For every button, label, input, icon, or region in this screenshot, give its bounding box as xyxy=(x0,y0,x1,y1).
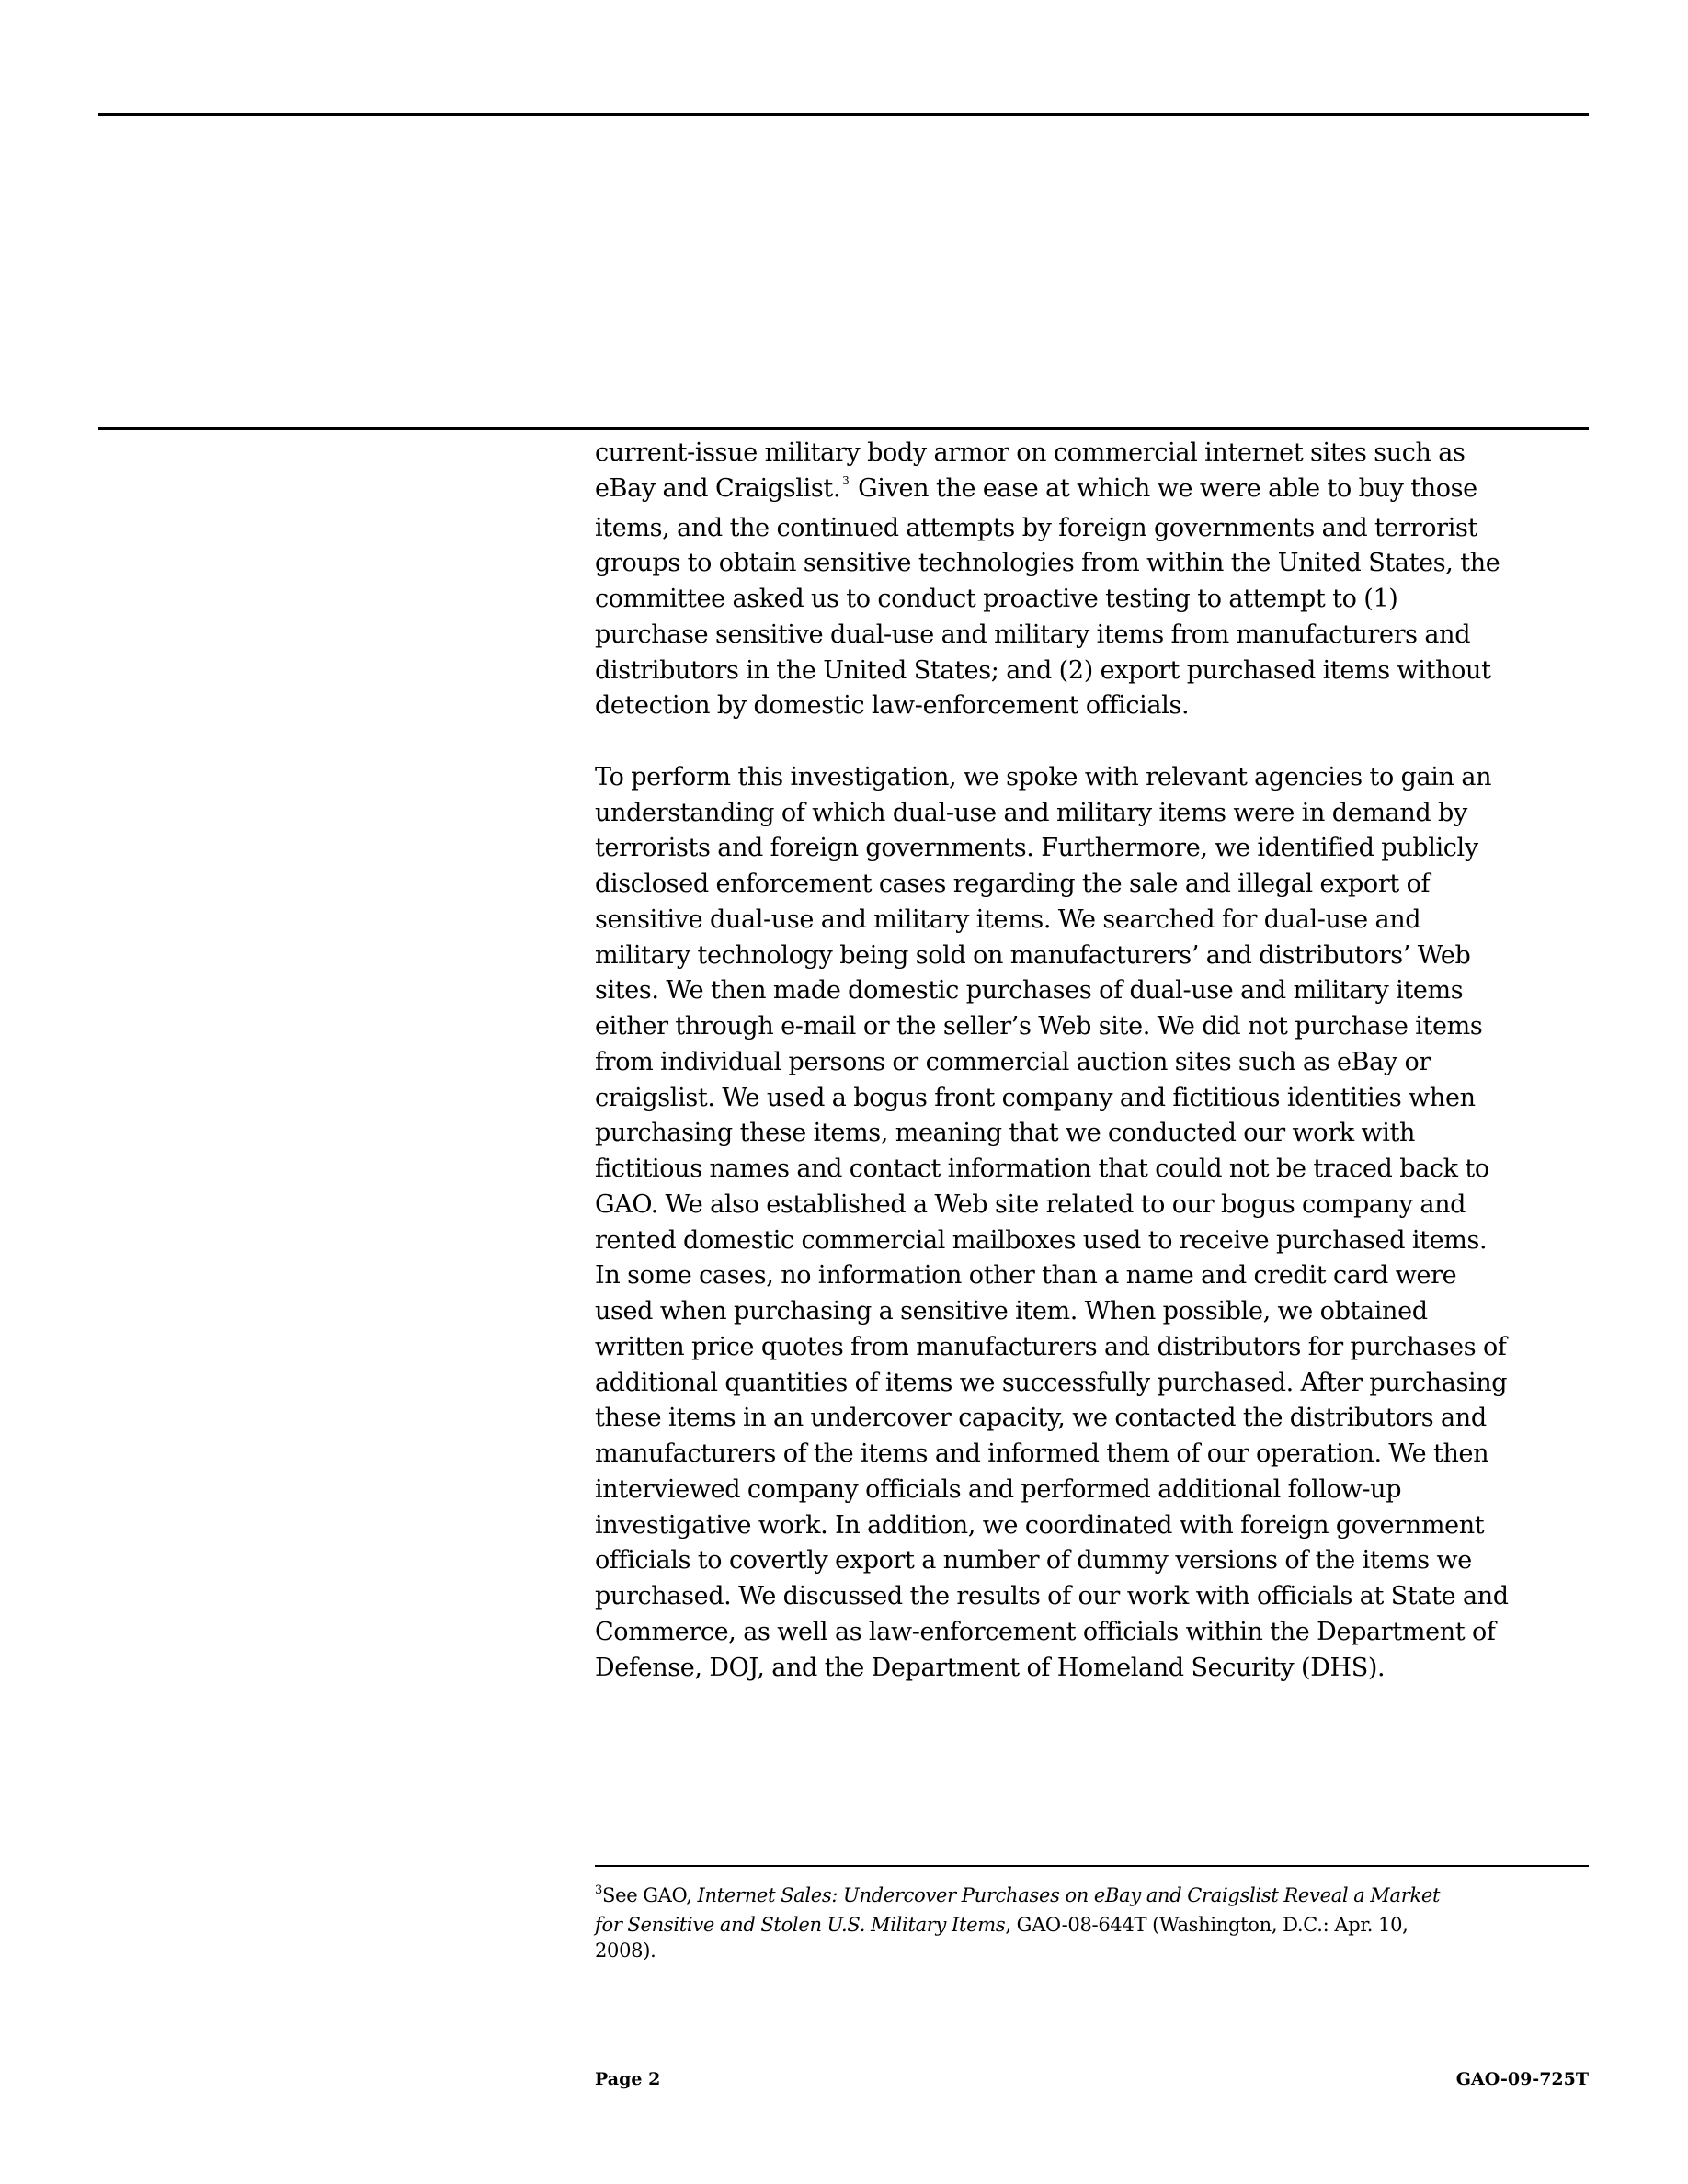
footnote-line xyxy=(595,1912,1597,1938)
footnote-separator xyxy=(595,1865,1589,1867)
footnote-line xyxy=(595,1883,1597,1912)
text-line: groups to obtain sensitive technologies from within the United States, the xyxy=(595,549,1500,578)
text-line: disclosed enforcement cases regarding the sale and illegal export of xyxy=(595,870,1431,898)
page-number: Page 2 xyxy=(595,2069,661,2089)
text-line xyxy=(595,472,1597,511)
text-line: purchasing these items, meaning that we conducted our work with xyxy=(595,1119,1416,1148)
text-line: additional quantities of items we successfully purchased. After purchasing xyxy=(595,1368,1508,1397)
paragraph-1 xyxy=(595,436,1597,724)
text-line: Commerce, as well as law-enforcement officials within the Department of xyxy=(595,1617,1496,1646)
text-line: distributors in the United States; and (2) export purchased items without xyxy=(595,655,1491,685)
footnote-text: See GAO, xyxy=(601,1884,698,1906)
text-line: purchase sensitive dual-use and military items from manufacturers and xyxy=(595,620,1471,649)
text-line: investigative work. In addition, we coordinated with foreign government xyxy=(595,1510,1485,1540)
text-line: from individual persons or commercial auction sites such as eBay or xyxy=(595,1047,1431,1076)
text-line: rented domestic commercial mailboxes used to receive purchased items. xyxy=(595,1225,1488,1255)
body-text xyxy=(595,436,1597,1686)
header-rule-top xyxy=(98,113,1589,116)
footnote-reference[interactable]: 3 xyxy=(842,473,850,487)
footnote-title: Internet Sales: Undercover Purchases on eBay and Craigslist Reveal a Market xyxy=(697,1884,1441,1906)
text-line: committee asked us to conduct proactive testing to attempt to (1) xyxy=(595,585,1398,613)
text-line: craigslist. We used a bogus front company and fictitious identities when xyxy=(595,1083,1476,1112)
footnote-title: for Sensitive and Stolen U.S. Military Items xyxy=(595,1914,1006,1936)
text-segment: eBay and Craigslist. xyxy=(595,473,841,503)
text-line: these items in an undercover capacity, we contacted the distributors and xyxy=(595,1404,1487,1433)
header-rule-bottom xyxy=(98,427,1589,430)
text-line: written price quotes from manufacturers and distributors for purchases of xyxy=(595,1332,1507,1361)
text-segment: Given the ease at which we were able to buy those xyxy=(850,473,1477,503)
text-line: either through e-mail or the seller’s Web site. We did not purchase items xyxy=(595,1012,1483,1041)
text-line: To perform this investigation, we spoke with relevant agencies to gain an xyxy=(595,762,1492,791)
text-line: terrorists and foreign governments. Furthermore, we identified publicly xyxy=(595,834,1478,863)
text-line: In some cases, no information other than a name and credit card were xyxy=(595,1261,1457,1291)
text-line: items, and the continued attempts by foreign governments and terrorist xyxy=(595,513,1478,542)
footnote-number: 3 xyxy=(595,1883,602,1897)
text-line: military technology being sold on manufacturers’ and distributors’ Web xyxy=(595,940,1471,970)
footnote xyxy=(595,1883,1597,1963)
text-line: current-issue military body armor on commercial internet sites such as xyxy=(595,438,1466,467)
text-line: fictitious names and contact information that could not be traced back to xyxy=(595,1155,1489,1183)
text-line: used when purchasing a sensitive item. When possible, we obtained xyxy=(595,1297,1428,1325)
text-line: officials to covertly export a number of dummy versions of the items we xyxy=(595,1546,1472,1575)
text-line: manufacturers of the items and informed them of our operation. We then xyxy=(595,1439,1489,1468)
text-line: interviewed company officials and performed additional follow-up xyxy=(595,1474,1402,1504)
text-line: Defense, DOJ, and the Department of Homeland Security (DHS). xyxy=(595,1653,1386,1682)
footnote-text: , GAO-08-644T (Washington, D.C.: Apr. 10, xyxy=(1005,1914,1409,1936)
paragraph-2 xyxy=(595,760,1597,1687)
text-line: purchased. We discussed the results of our work with officials at State and xyxy=(595,1582,1509,1610)
footnote-line: 2008). xyxy=(595,1939,656,1962)
report-number: GAO-09-725T xyxy=(1455,2069,1589,2089)
page-footer xyxy=(595,2067,1589,2091)
text-line: sites. We then made domestic purchases of dual-use and military items xyxy=(595,976,1464,1006)
text-line: understanding of which dual-use and military items were in demand by xyxy=(595,798,1467,827)
text-line: detection by domestic law-enforcement officials. xyxy=(595,691,1190,721)
text-line: GAO. We also established a Web site related to our bogus company and xyxy=(595,1189,1466,1219)
text-line: sensitive dual-use and military items. We searched for dual-use and xyxy=(595,904,1421,934)
